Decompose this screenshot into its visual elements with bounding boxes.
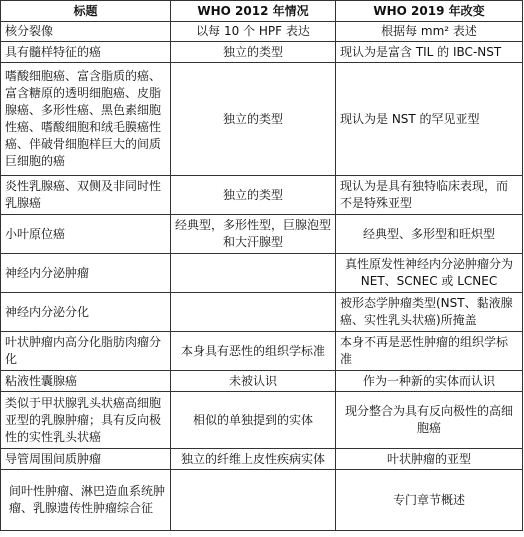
who-2019-cell: 现分整合为具有反向极性的高细胞癌 [336,392,523,449]
row-title: 叶状肿瘤内高分化脂肪肉瘤分化 [1,332,171,371]
table-row [1,449,523,470]
table-row [1,176,523,215]
row-title: 神经内分泌肿瘤 [1,254,171,293]
who-2019-cell: 真性原发性神经内分泌肿瘤分为 NET、SCNEC 或 LCNEC [336,254,523,293]
who-2012-cell: 独立的类型 [171,176,336,215]
table-row [1,215,523,254]
who-2019-cell: 作为一种新的实体而认识 [336,371,523,392]
row-title: 炎性乳腺癌、双侧及非同时性乳腺癌 [1,176,171,215]
header-who-2012: WHO 2012 年情况 [171,1,336,22]
row-title: 核分裂像 [1,22,171,42]
row-title: 类似于甲状腺乳头状癌高细胞亚型的乳腺肿瘤；具有反向极性的实性乳头状癌 [1,392,171,449]
who-2019-cell: 本身不再是恶性肿瘤的组织学标准 [336,332,523,371]
who-2012-cell [171,470,336,531]
table-row [1,392,523,449]
header-title: 标题 [1,1,171,22]
who-2012-cell: 独立的类型 [171,63,336,176]
table-row [1,371,523,392]
table-row [1,63,523,176]
who-2019-cell: 经典型、多形型和旺炽型 [336,215,523,254]
who-2019-cell: 现认为是具有独特临床表现，而不是特殊亚型 [336,176,523,215]
header-row [1,1,523,22]
row-title: 神经内分泌分化 [1,293,171,332]
table-row [1,254,523,293]
row-title: 间叶性肿瘤、淋巴造血系统肿瘤、乳腺遗传性肿瘤综合征 [1,470,171,531]
header-who-2019: WHO 2019 年改变 [336,1,523,22]
who-2012-cell [171,293,336,332]
who-2012-cell [171,254,336,293]
table-row [1,293,523,332]
who-2019-cell: 专门章节概述 [336,470,523,531]
who-2012-cell: 本身具有恶性的组织学标准 [171,332,336,371]
who-2019-cell: 叶状肿瘤的亚型 [336,449,523,470]
table-row [1,42,523,63]
row-title: 小叶原位癌 [1,215,171,254]
who-2019-cell: 根据每 mm² 表述 [336,22,523,42]
row-title: 粘液性囊腺癌 [1,371,171,392]
row-title: 具有髓样特征的癌 [1,42,171,63]
row-title: 嗜酸细胞癌、富含脂质的癌、富含糖原的透明细胞癌、皮脂腺癌、多形性癌、黑色素细胞性癌、嗜酸细胞和绒毛膜癌性癌、伴破骨细胞样巨大的间质巨细胞的癌 [1,63,171,176]
who-2019-cell: 现认为是富含 TIL 的 IBC-NST [336,42,523,63]
who-2012-cell: 未被认识 [171,371,336,392]
who-2012-cell: 独立的纤维上皮性疾病实体 [171,449,336,470]
who-2012-cell: 以每 10 个 HPF 表达 [171,22,336,42]
who-2019-cell: 现认为是 NST 的罕见亚型 [336,63,523,176]
who-2019-cell: 被形态学肿瘤类型(NST、黏液腺癌、实性乳头状癌)所掩盖 [336,293,523,332]
who-2012-cell: 独立的类型 [171,42,336,63]
who-2012-cell: 相似的单独提到的实体 [171,392,336,449]
row-title: 导管周围间质肿瘤 [1,449,171,470]
who-2012-cell: 经典型，多形性型，巨腺泡型和大汗腺型 [171,215,336,254]
table-row [1,470,523,531]
table-row [1,22,523,42]
table-row [1,332,523,371]
